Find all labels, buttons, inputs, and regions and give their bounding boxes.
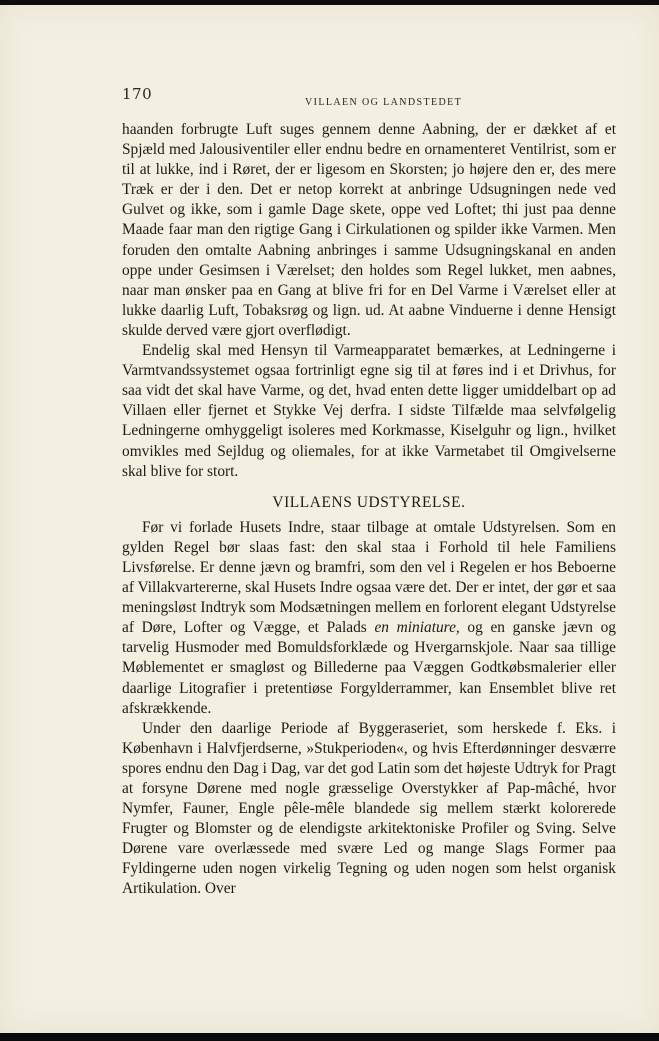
page-number: 170 [122,85,153,103]
scan-border-bottom [0,1033,659,1041]
paragraph-continued: haanden forbrugte Luft suges gennem denne Aabning, der er dækket af et Spjæld med Jalousiventiler eller endnu bedre en ornamenteret Ventilrist, som er til at lukke, ind i Røret, der er ligesom en Skorsten; jo højere den er, des mere Træk er der i den. Det er netop korrekt at anbringe Udsugningen nede ved Gulvet og ikke, som i gamle Dage skete, oppe ved Loftet; thi just paa denne Maade faar man den rigtige Gang i Cirkulationen og spilder ikke Varmen. Men foruden den omtalte Aabning anbringes i samme Udsugningskanal en anden oppe under Gesimsen i Værelset; den holdes som Regel lukket, men aabnes, naar man ønsker paa en Gang at blive fri for en Del Varme i Værelset eller at lukke daarlig Luft, Tobaksrøg og lign. ud. At aabne Vinduerne i denne Hensigt skulde derved være gjort overflødigt. [122,121,616,339]
book-page [0,5,659,1033]
italic-phrase: en miniature, [374,619,460,637]
paragraph-stucco-period: Under den daarlige Periode af Byggeraseriet, som herskede f. Eks. i København i Halvfjerdserne, »Stukperioden«, og hvis Efterdønninger desværre spores endnu den Dag i Dag, var det god Latin som det højeste Udtryk for Pragt at forsyne Dørene med nogle græsselige Overstykker af Pap-mâché, hvor Nymfer, Fauner, Engle pêle-mêle blandede sig mellem stærkt kolorerede Frugter og Blomster og de elendigste arkitektoniske Profiler og Sving. Selve Dørene vare overlæssede med svære Led og mange Slags Former paa Fyldingerne uden nogen virkelig Tegning og uden nogen som helst organisk Artikulation. Over [122,719,616,898]
section-heading: VILLAENS UDSTYRELSE. [272,493,466,511]
paragraph-furnishing [122,518,616,719]
body-text [122,120,616,900]
paragraph-heating: Endelig skal med Hensyn til Varmeapparatet bemærkes, at Ledningerne i Varmtvandssystemet ogsaa fortrinligt egne sig til at føres ind i et Drivhus, for saa vidt det skal have Varme, og det, hvad enten dette ligger umiddelbart op ad Villaen eller fjernet et Stykke Vej derfra. I sidste Tilfælde maa selvfølgelig Ledningerne omhyggeligt isoleres med Korkmasse, Kiselguhr og lign., hvilket omvikles med Sejldug og oliemales, for at ikke Varmetabet til Omgivelserne skal blive for stort. [122,342,616,480]
paragraph-furnishing-part-2: og en ganske jævn og tarvelig Husmoder med Bomuldsforklæde og Hvergarnskjole. Naar saa tillige Møblementet er smagløst og Billederne paa Væggen Godtkøbsmalerier eller daarlige Litografier i pretentiøse Forgylderrammer, kan Ensemblet blive ret afskrækkende. [122,619,617,717]
running-head: VILLAEN OG LANDSTEDET [305,97,463,108]
paragraph-furnishing-part-1: Før vi forlade Husets Indre, staar tilbage at omtale Udstyrelsen. Som en gylden Regel bør slaas fast: den skal staa i Forhold til hele Familiens Livsførelse. Er denne jævn og bramfri, som den vel i Regelen er hos Beboerne af Villakvartererne, skal Husets Indre ogsaa være det. Der er intet, der gør et saa meningsløst Indtryk som Modsætningen mellem en forlorent elegant Udstyrelse af Døre, Lofter og Vægge, et Palads [122,518,616,637]
